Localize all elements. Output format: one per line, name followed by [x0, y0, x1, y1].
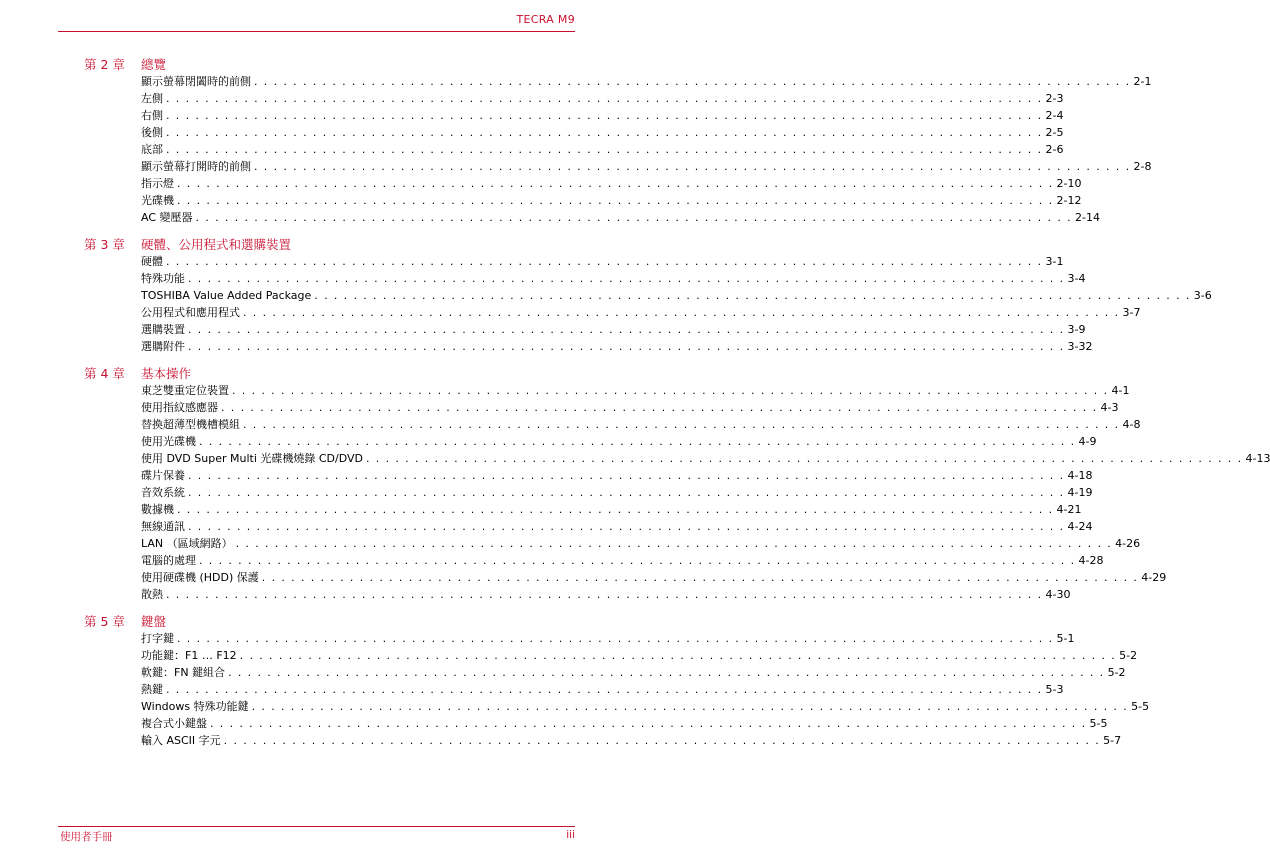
- toc-entry-page: 3-9: [1067, 323, 1086, 336]
- dot-leader: . . . . . . . . . . . . . . . . . . . . . . . . . . . . . . . . . . . . . . . . . . . . . . . . . . . . . . . . . . . . . . . . . . . . . . . . . . . . . . . . . . . . . . . . . .: [188, 520, 1065, 533]
- toc-entry[interactable]: [141, 158, 1152, 175]
- toc-entry-label: 顯示螢幕閉闔時的前側: [141, 75, 251, 88]
- dot-leader: . . . . . . . . . . . . . . . . . . . . . . . . . . . . . . . . . . . . . . . . . . . . . . . . . . . . . . . . . . . . . . . . . . . . . . . . . . . . . . . . . . . . . . . . . .: [243, 418, 1120, 431]
- toc-entry[interactable]: [141, 535, 1141, 552]
- header-rule: [58, 31, 575, 32]
- toc-entry[interactable]: [141, 175, 1082, 192]
- dot-leader: . . . . . . . . . . . . . . . . . . . . . . . . . . . . . . . . . . . . . . . . . . . . . . . . . . . . . . . . . . . . . . . . . . . . . . . . . . . . . . . . . . . . . . . . . .: [261, 571, 1139, 584]
- dot-leader: . . . . . . . . . . . . . . . . . . . . . . . . . . . . . . . . . . . . . . . . . . . . . . . . . . . . . . . . . . . . . . . . . . . . . . . . . . . . . . . . . . . . . . . . . .: [366, 452, 1243, 465]
- toc-entry-page: 4-19: [1067, 486, 1093, 499]
- toc-entry-page: 5-1: [1056, 632, 1075, 645]
- toc-entry[interactable]: [141, 270, 1086, 287]
- chapter-title: 基本操作: [141, 366, 192, 381]
- toc-entry[interactable]: [141, 647, 1138, 664]
- dot-leader: . . . . . . . . . . . . . . . . . . . . . . . . . . . . . . . . . . . . . . . . . . . . . . . . . . . . . . . . . . . . . . . . . . . . . . . . . . . . . . . . . . . . . . . . . .: [188, 469, 1065, 482]
- toc-entry-page: 4-9: [1078, 435, 1097, 448]
- toc-entry-label: 複合式小鍵盤: [141, 717, 207, 730]
- toc-entry-label: 底部: [141, 143, 163, 156]
- toc-entry-label: 碟片保養: [141, 469, 185, 482]
- dot-leader: . . . . . . . . . . . . . . . . . . . . . . . . . . . . . . . . . . . . . . . . . . . . . . . . . . . . . . . . . . . . . . . . . . . . . . . . . . . . . . . . . . . . . . . . . .: [251, 700, 1129, 713]
- toc-entry-label: 選購裝置: [141, 323, 185, 336]
- toc-entry[interactable]: [141, 209, 1100, 226]
- dot-leader: . . . . . . . . . . . . . . . . . . . . . . . . . . . . . . . . . . . . . . . . . . . . . . . . . . . . . . . . . . . . . . . . . . . . . . . . . . . . . . . . . . . . . . . . . .: [228, 666, 1105, 679]
- footer-page-number: iii: [566, 829, 575, 841]
- dot-leader: . . . . . . . . . . . . . . . . . . . . . . . . . . . . . . . . . . . . . . . . . . . . . . . . . . . . . . . . . . . . . . . . . . . . . . . . . . . . . . . . . . . . . . . . . .: [166, 588, 1043, 601]
- dot-leader: . . . . . . . . . . . . . . . . . . . . . . . . . . . . . . . . . . . . . . . . . . . . . . . . . . . . . . . . . . . . . . . . . . . . . . . . . . . . . . . . . . . . . . . . . .: [199, 554, 1076, 567]
- toc-entry-page: 4-29: [1141, 571, 1167, 584]
- toc-entry-label: 無線通訊: [141, 520, 185, 533]
- toc-entry-label: 散熱: [141, 588, 163, 601]
- chapter-section: [84, 55, 1152, 226]
- toc-entry-label: 打字鍵: [141, 632, 174, 645]
- toc-entry[interactable]: [141, 630, 1075, 647]
- dot-leader: . . . . . . . . . . . . . . . . . . . . . . . . . . . . . . . . . . . . . . . . . . . . . . . . . . . . . . . . . . . . . . . . . . . . . . . . . . . . . . . . . . . . . . . . . .: [195, 211, 1073, 224]
- dot-leader: . . . . . . . . . . . . . . . . . . . . . . . . . . . . . . . . . . . . . . . . . . . . . . . . . . . . . . . . . . . . . . . . . . . . . . . . . . . . . . . . . . . . . . . . . .: [166, 126, 1043, 139]
- toc-entry-page: 3-6: [1193, 289, 1212, 302]
- toc-entry-page: 4-3: [1100, 401, 1119, 414]
- toc-entry-page: 5-5: [1131, 700, 1150, 713]
- toc-entry-label: 熱鍵: [141, 683, 163, 696]
- dot-leader: . . . . . . . . . . . . . . . . . . . . . . . . . . . . . . . . . . . . . . . . . . . . . . . . . . . . . . . . . . . . . . . . . . . . . . . . . . . . . . . . . . . . . . . . . .: [235, 537, 1113, 550]
- toc-entry-label: 左側: [141, 92, 163, 105]
- toc-entry[interactable]: [141, 715, 1108, 732]
- dot-leader: . . . . . . . . . . . . . . . . . . . . . . . . . . . . . . . . . . . . . . . . . . . . . . . . . . . . . . . . . . . . . . . . . . . . . . . . . . . . . . . . . . . . . . . . . .: [188, 486, 1065, 499]
- toc-entry[interactable]: [141, 467, 1093, 484]
- toc-entry-label: 右側: [141, 109, 163, 122]
- toc-entry[interactable]: [141, 399, 1119, 416]
- toc-entry[interactable]: [141, 382, 1130, 399]
- chapter-heading[interactable]: [84, 364, 576, 382]
- toc-entry[interactable]: [141, 664, 1126, 681]
- toc-entry[interactable]: [141, 287, 1212, 304]
- toc-entry-label: 數據機: [141, 503, 174, 516]
- chapter-title: 總覽: [141, 57, 167, 72]
- dot-leader: . . . . . . . . . . . . . . . . . . . . . . . . . . . . . . . . . . . . . . . . . . . . . . . . . . . . . . . . . . . . . . . . . . . . . . . . . . . . . . . . . . . . . . . . . .: [210, 717, 1087, 730]
- toc-entry-page: 2-6: [1045, 143, 1064, 156]
- chapter-title: 鍵盤: [141, 614, 167, 629]
- chapter-heading[interactable]: [84, 612, 576, 630]
- toc-entry[interactable]: [141, 450, 1270, 467]
- toc-entry-label: 選購附件: [141, 340, 185, 353]
- toc-entry-page: 4-8: [1122, 418, 1141, 431]
- toc-entry-page: 5-5: [1089, 717, 1108, 730]
- dot-leader: . . . . . . . . . . . . . . . . . . . . . . . . . . . . . . . . . . . . . . . . . . . . . . . . . . . . . . . . . . . . . . . . . . . . . . . . . . . . . . . . . . . . . . . . . .: [177, 503, 1054, 516]
- chapter-section: [84, 235, 1212, 355]
- toc-entry-page: 4-24: [1067, 520, 1093, 533]
- dot-leader: . . . . . . . . . . . . . . . . . . . . . . . . . . . . . . . . . . . . . . . . . . . . . . . . . . . . . . . . . . . . . . . . . . . . . . . . . . . . . . . . . . . . . . . . . .: [243, 306, 1120, 319]
- toc-entry[interactable]: [141, 107, 1064, 124]
- toc-entry[interactable]: [141, 124, 1064, 141]
- toc-entry-label: 使用硬碟機 (HDD) 保護: [141, 571, 259, 584]
- toc-entry-page: 2-5: [1045, 126, 1064, 139]
- toc-entry-label: 顯示螢幕打開時的前側: [141, 160, 251, 173]
- toc-entry-page: 2-1: [1133, 75, 1152, 88]
- chapter-section: [84, 364, 1270, 603]
- toc-entry-label: 使用 DVD Super Multi 光碟機燒錄 CD/DVD: [141, 452, 363, 465]
- dot-leader: . . . . . . . . . . . . . . . . . . . . . . . . . . . . . . . . . . . . . . . . . . . . . . . . . . . . . . . . . . . . . . . . . . . . . . . . . . . . . . . . . . . . . . . . . .: [166, 92, 1043, 105]
- dot-leader: . . . . . . . . . . . . . . . . . . . . . . . . . . . . . . . . . . . . . . . . . . . . . . . . . . . . . . . . . . . . . . . . . . . . . . . . . . . . . . . . . . . . . . . . . .: [188, 272, 1065, 285]
- toc-entry-label: 東芝雙重定位裝置: [141, 384, 229, 397]
- dot-leader: . . . . . . . . . . . . . . . . . . . . . . . . . . . . . . . . . . . . . . . . . . . . . . . . . . . . . . . . . . . . . . . . . . . . . . . . . . . . . . . . . . . . . . . . . .: [239, 649, 1117, 662]
- dot-leader: . . . . . . . . . . . . . . . . . . . . . . . . . . . . . . . . . . . . . . . . . . . . . . . . . . . . . . . . . . . . . . . . . . . . . . . . . . . . . . . . . . . . . . . . . .: [166, 255, 1043, 268]
- toc-entry-page: 2-4: [1045, 109, 1064, 122]
- toc-entry[interactable]: [141, 90, 1064, 107]
- header-title: TECRA M9: [516, 13, 575, 26]
- chapter-heading[interactable]: [84, 55, 576, 73]
- toc-entry[interactable]: [141, 433, 1097, 450]
- dot-leader: . . . . . . . . . . . . . . . . . . . . . . . . . . . . . . . . . . . . . . . . . . . . . . . . . . . . . . . . . . . . . . . . . . . . . . . . . . . . . . . . . . . . . . . . . .: [177, 177, 1054, 190]
- dot-leader: . . . . . . . . . . . . . . . . . . . . . . . . . . . . . . . . . . . . . . . . . . . . . . . . . . . . . . . . . . . . . . . . . . . . . . . . . . . . . . . . . . . . . . . . . .: [223, 734, 1101, 747]
- table-of-contents: [84, 55, 1270, 758]
- chapter-number: 第 5 章: [84, 614, 125, 629]
- toc-entry[interactable]: [141, 73, 1152, 90]
- dot-leader: . . . . . . . . . . . . . . . . . . . . . . . . . . . . . . . . . . . . . . . . . . . . . . . . . . . . . . . . . . . . . . . . . . . . . . . . . . . . . . . . . . . . . . . . . .: [166, 109, 1043, 122]
- toc-entry[interactable]: [141, 552, 1104, 569]
- toc-entry[interactable]: [141, 484, 1093, 501]
- dot-leader: . . . . . . . . . . . . . . . . . . . . . . . . . . . . . . . . . . . . . . . . . . . . . . . . . . . . . . . . . . . . . . . . . . . . . . . . . . . . . . . . . . . . . . . . . .: [166, 143, 1043, 156]
- toc-entry-page: 4-26: [1115, 537, 1141, 550]
- toc-entry[interactable]: [141, 338, 1093, 355]
- toc-entry-label: 後側: [141, 126, 163, 139]
- toc-entry-page: 4-30: [1045, 588, 1071, 601]
- toc-entry[interactable]: [141, 141, 1064, 158]
- toc-entry-label: 使用指紋感應器: [141, 401, 218, 414]
- toc-entry[interactable]: [141, 698, 1150, 715]
- toc-entry-label: 光碟機: [141, 194, 174, 207]
- toc-entry-label: 公用程式和應用程式: [141, 306, 240, 319]
- toc-entry[interactable]: [141, 416, 1141, 433]
- dot-leader: . . . . . . . . . . . . . . . . . . . . . . . . . . . . . . . . . . . . . . . . . . . . . . . . . . . . . . . . . . . . . . . . . . . . . . . . . . . . . . . . . . . . . . . . . .: [177, 632, 1054, 645]
- dot-leader: . . . . . . . . . . . . . . . . . . . . . . . . . . . . . . . . . . . . . . . . . . . . . . . . . . . . . . . . . . . . . . . . . . . . . . . . . . . . . . . . . . . . . . . . . .: [254, 75, 1131, 88]
- toc-entry-label: 特殊功能: [141, 272, 185, 285]
- toc-entry-label: TOSHIBA Value Added Package: [141, 289, 312, 302]
- toc-entry-label: 硬體: [141, 255, 163, 268]
- dot-leader: . . . . . . . . . . . . . . . . . . . . . . . . . . . . . . . . . . . . . . . . . . . . . . . . . . . . . . . . . . . . . . . . . . . . . . . . . . . . . . . . . . . . . . . . . .: [188, 323, 1065, 336]
- toc-entry-page: 5-2: [1119, 649, 1138, 662]
- dot-leader: . . . . . . . . . . . . . . . . . . . . . . . . . . . . . . . . . . . . . . . . . . . . . . . . . . . . . . . . . . . . . . . . . . . . . . . . . . . . . . . . . . . . . . . . . .: [314, 289, 1191, 302]
- toc-entry-label: 軟鍵：FN 鍵組合: [141, 666, 226, 679]
- toc-entry-label: 輸入 ASCII 字元: [141, 734, 221, 747]
- toc-entry[interactable]: [141, 732, 1122, 749]
- toc-entry-page: 5-7: [1103, 734, 1122, 747]
- toc-entry-label: 替換超薄型機槽模組: [141, 418, 240, 431]
- toc-entry-page: 5-2: [1107, 666, 1126, 679]
- toc-entry-page: 3-7: [1122, 306, 1141, 319]
- toc-entry-label: 功能鍵：F1 … F12: [141, 649, 237, 662]
- toc-entry-page: 3-4: [1067, 272, 1086, 285]
- toc-entry-page: 3-32: [1067, 340, 1093, 353]
- toc-entry-page: 4-21: [1056, 503, 1082, 516]
- toc-entry[interactable]: [141, 192, 1082, 209]
- dot-leader: . . . . . . . . . . . . . . . . . . . . . . . . . . . . . . . . . . . . . . . . . . . . . . . . . . . . . . . . . . . . . . . . . . . . . . . . . . . . . . . . . . . . . . . . . .: [166, 683, 1043, 696]
- toc-entry-label: 音效系統: [141, 486, 185, 499]
- chapter-heading[interactable]: [84, 235, 576, 253]
- toc-entry-label: Windows 特殊功能鍵: [141, 700, 249, 713]
- toc-entry-page: 2-3: [1045, 92, 1064, 105]
- toc-entry-page: 4-28: [1078, 554, 1104, 567]
- chapter-number: 第 3 章: [84, 237, 125, 252]
- toc-entry-label: 電腦的處理: [141, 554, 196, 567]
- chapter-section: [84, 612, 1150, 749]
- toc-entry[interactable]: [141, 501, 1082, 518]
- toc-entry[interactable]: [141, 518, 1093, 535]
- toc-entry[interactable]: [141, 586, 1071, 603]
- dot-leader: . . . . . . . . . . . . . . . . . . . . . . . . . . . . . . . . . . . . . . . . . . . . . . . . . . . . . . . . . . . . . . . . . . . . . . . . . . . . . . . . . . . . . . . . . .: [254, 160, 1131, 173]
- toc-entry[interactable]: [141, 681, 1064, 698]
- toc-entry-label: 使用光碟機: [141, 435, 196, 448]
- toc-entry-page: 2-12: [1056, 194, 1082, 207]
- footer-manual-title: 使用者手冊: [60, 831, 113, 843]
- toc-entry-label: AC 變壓器: [141, 211, 193, 224]
- toc-entry[interactable]: [141, 253, 1064, 270]
- dot-leader: . . . . . . . . . . . . . . . . . . . . . . . . . . . . . . . . . . . . . . . . . . . . . . . . . . . . . . . . . . . . . . . . . . . . . . . . . . . . . . . . . . . . . . . . . .: [221, 401, 1098, 414]
- toc-entry-page: 4-18: [1067, 469, 1093, 482]
- toc-entry-page: 4-13: [1245, 452, 1270, 465]
- chapter-number: 第 2 章: [84, 57, 125, 72]
- toc-entry-page: 2-10: [1056, 177, 1082, 190]
- dot-leader: . . . . . . . . . . . . . . . . . . . . . . . . . . . . . . . . . . . . . . . . . . . . . . . . . . . . . . . . . . . . . . . . . . . . . . . . . . . . . . . . . . . . . . . . . .: [199, 435, 1076, 448]
- dot-leader: . . . . . . . . . . . . . . . . . . . . . . . . . . . . . . . . . . . . . . . . . . . . . . . . . . . . . . . . . . . . . . . . . . . . . . . . . . . . . . . . . . . . . . . . . .: [177, 194, 1054, 207]
- toc-entry-label: 指示燈: [141, 177, 174, 190]
- chapter-title: 硬體、公用程式和選購裝置: [141, 237, 292, 252]
- toc-entry[interactable]: [141, 304, 1141, 321]
- toc-entry-page: 5-3: [1045, 683, 1064, 696]
- toc-entry-page: 2-14: [1075, 211, 1100, 224]
- toc-entry[interactable]: [141, 569, 1167, 586]
- toc-entry-page: 4-1: [1111, 384, 1130, 397]
- footer-rule: [58, 826, 575, 827]
- dot-leader: . . . . . . . . . . . . . . . . . . . . . . . . . . . . . . . . . . . . . . . . . . . . . . . . . . . . . . . . . . . . . . . . . . . . . . . . . . . . . . . . . . . . . . . . . .: [188, 340, 1065, 353]
- toc-entry-label: LAN （區域網路）: [141, 537, 233, 550]
- toc-entry-page: 2-8: [1133, 160, 1152, 173]
- toc-entry-page: 3-1: [1045, 255, 1064, 268]
- dot-leader: . . . . . . . . . . . . . . . . . . . . . . . . . . . . . . . . . . . . . . . . . . . . . . . . . . . . . . . . . . . . . . . . . . . . . . . . . . . . . . . . . . . . . . . . . .: [232, 384, 1109, 397]
- toc-entry[interactable]: [141, 321, 1086, 338]
- chapter-number: 第 4 章: [84, 366, 125, 381]
